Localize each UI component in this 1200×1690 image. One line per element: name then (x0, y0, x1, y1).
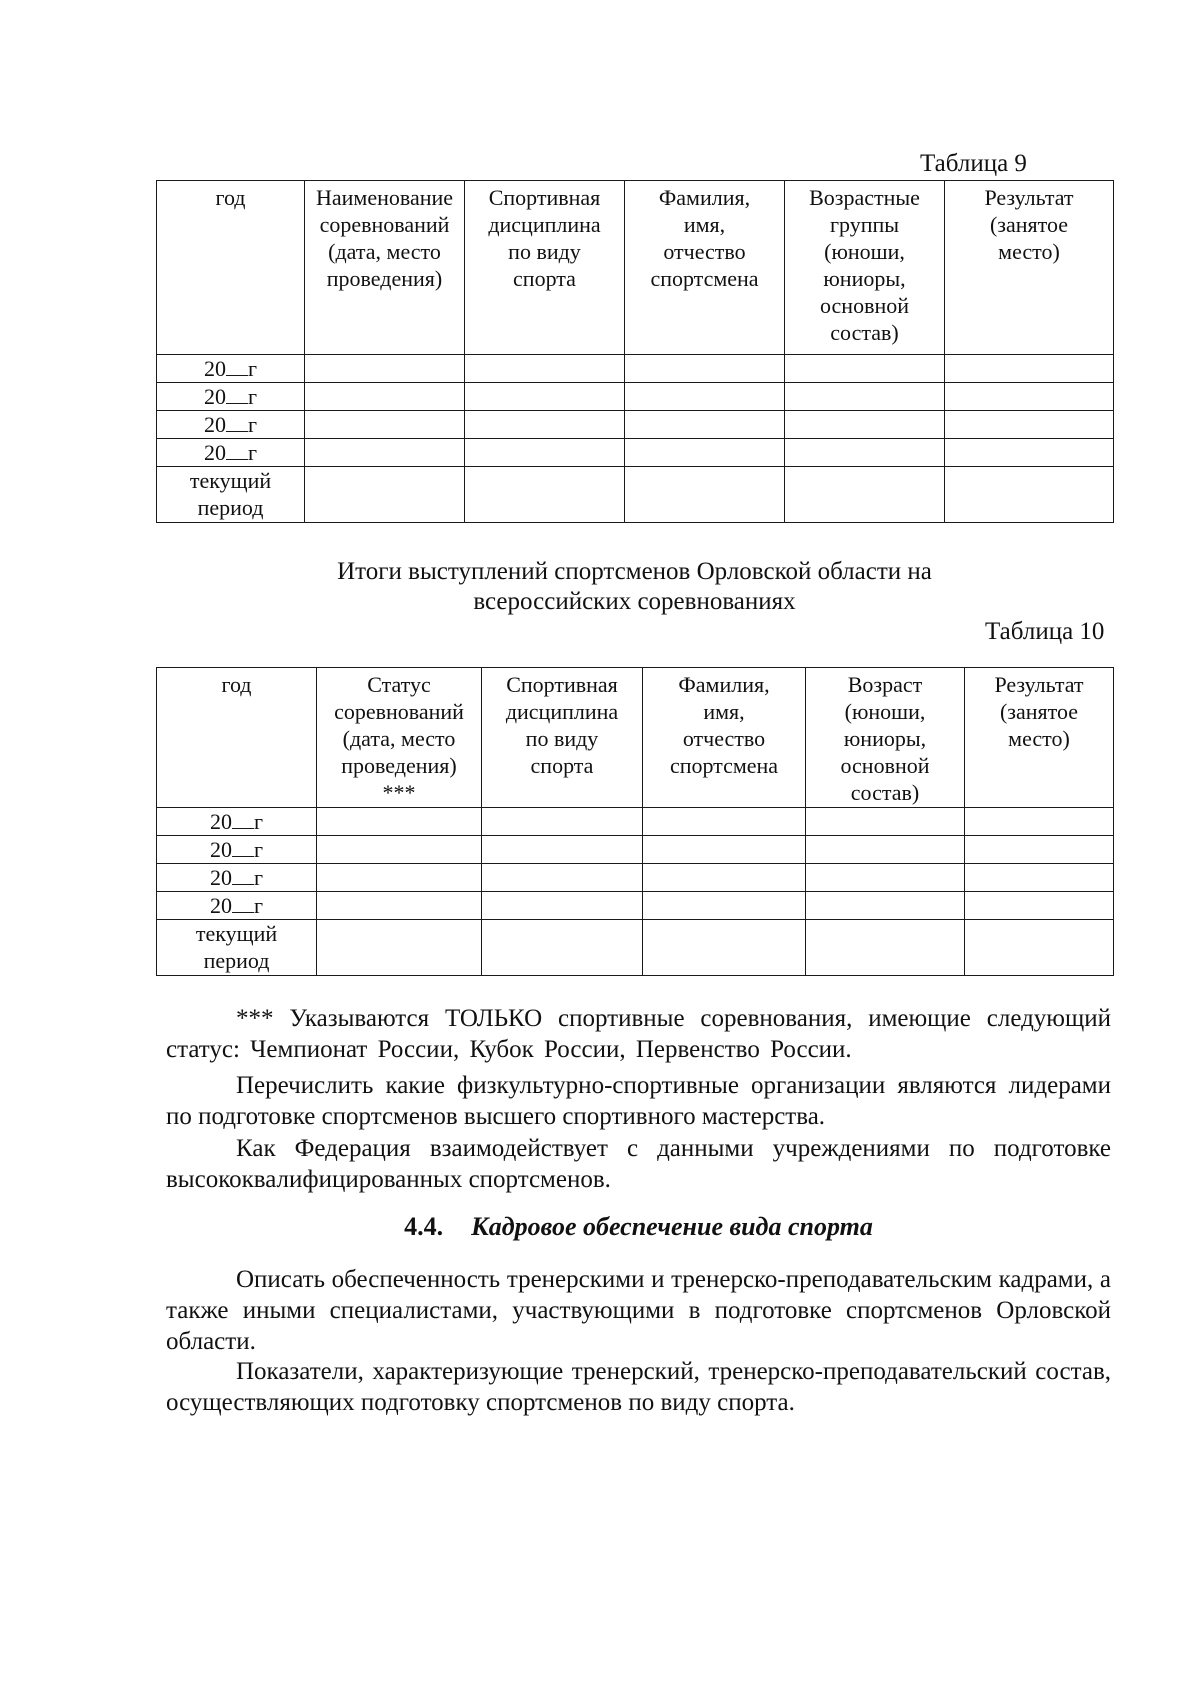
leaders-paragraph: Перечислить какие физкультурно-спортивные организации являются лидерами по подготовке спортсменов высшего спортивного мастерства. (166, 1072, 1111, 1130)
header-discipline: Спортивная дисциплина по виду спорта (465, 181, 625, 355)
current-period-cell: текущий период (157, 467, 305, 523)
table-cell (465, 383, 625, 411)
table-cell (465, 467, 625, 523)
table-row (157, 411, 1114, 439)
header-year: год (157, 668, 317, 808)
table-cell (806, 836, 965, 864)
table-cell (806, 892, 965, 920)
table-cell (465, 411, 625, 439)
table-row-current-period (157, 467, 1114, 523)
current-period-cell: текущий период (157, 920, 317, 976)
table-10-heading: Итоги выступлений спортсменов Орловской области на всероссийских соревнованиях (337, 558, 932, 615)
table-cell (643, 864, 806, 892)
table-cell (945, 383, 1114, 411)
table-cell (945, 411, 1114, 439)
section-title: Кадровое обеспечение вида спорта (471, 1212, 873, 1241)
year-cell: 20 г (157, 411, 305, 439)
table-cell (317, 892, 482, 920)
table-cell (785, 411, 945, 439)
table-cell (482, 808, 643, 836)
table-cell (482, 920, 643, 976)
staffing-paragraph: Описать обеспеченность тренерскими и тренерско-преподавательским кадрами, а также иными специалистами, участвующими в подготовке спортсменов Орловской области. (166, 1266, 1111, 1355)
table-cell (625, 439, 785, 467)
table-cell (482, 892, 643, 920)
section-number: 4.4. (404, 1212, 444, 1241)
table-9 (156, 180, 1114, 523)
table-cell (317, 864, 482, 892)
header-age: Возраст (юноши, юниоры, основной состав) (806, 668, 965, 808)
table-cell (965, 892, 1114, 920)
table-cell (625, 355, 785, 383)
table-cell (945, 467, 1114, 523)
table-header-row (157, 668, 1114, 808)
table-cell (806, 808, 965, 836)
table-cell (305, 383, 465, 411)
table-cell (785, 355, 945, 383)
table-row (157, 808, 1114, 836)
table-cell (305, 467, 465, 523)
header-age-groups: Возрастные группы (юноши, юниоры, основной состав) (785, 181, 945, 355)
table-cell (965, 808, 1114, 836)
table-cell (465, 439, 625, 467)
table-cell (643, 920, 806, 976)
table-cell (785, 383, 945, 411)
table-row (157, 383, 1114, 411)
table-cell (625, 383, 785, 411)
table-cell (317, 836, 482, 864)
year-cell: 20 г (157, 836, 317, 864)
header-competition-status: Статус соревнований (дата, место проведения) *** (317, 668, 482, 808)
table-cell (965, 864, 1114, 892)
table-cell (945, 355, 1114, 383)
header-result: Результат (занятое место) (945, 181, 1114, 355)
table-cell (806, 864, 965, 892)
table-cell (965, 920, 1114, 976)
table-cell (305, 411, 465, 439)
year-cell: 20 г (157, 892, 317, 920)
table-cell (305, 439, 465, 467)
table-cell (965, 836, 1114, 864)
table-cell (806, 920, 965, 976)
table-cell (643, 892, 806, 920)
footnote-paragraph: *** Указываются ТОЛЬКО спортивные соревнования, имеющие следующий статус: Чемпионат России, Кубок России, Первенство России. (166, 1005, 1111, 1063)
table-10-caption: Таблица 10 (985, 618, 1105, 645)
header-competition-name: Наименование соревнований (дата, место проведения) (305, 181, 465, 355)
table-cell (625, 467, 785, 523)
year-cell: 20 г (157, 439, 305, 467)
table-row (157, 892, 1114, 920)
table-row (157, 355, 1114, 383)
table-cell (643, 808, 806, 836)
table-cell (465, 355, 625, 383)
header-athlete-name: Фамилия, имя, отчество спортсмена (625, 181, 785, 355)
table-cell (317, 920, 482, 976)
table-row (157, 836, 1114, 864)
header-athlete-name: Фамилия, имя, отчество спортсмена (643, 668, 806, 808)
year-cell: 20 г (157, 355, 305, 383)
table-cell (482, 864, 643, 892)
table-row (157, 439, 1114, 467)
header-year: год (157, 181, 305, 355)
table-cell (317, 808, 482, 836)
indicators-paragraph: Показатели, характеризующие тренерский, тренерско-преподавательский состав, осуществляющих подготовку спортсменов по виду спорта. (166, 1358, 1111, 1416)
section-heading (166, 1212, 1111, 1242)
table-cell (625, 411, 785, 439)
federation-paragraph: Как Федерация взаимодействует с данными учреждениями по подготовке высококвалифицированных спортсменов. (166, 1135, 1111, 1193)
table-10 (156, 667, 1114, 976)
year-cell: 20 г (157, 864, 317, 892)
table-9-caption: Таблица 9 (920, 150, 1027, 177)
table-header-row (157, 181, 1114, 355)
header-discipline: Спортивная дисциплина по виду спорта (482, 668, 643, 808)
year-cell: 20 г (157, 808, 317, 836)
table-cell (945, 439, 1114, 467)
table-cell (643, 836, 806, 864)
table-cell (785, 467, 945, 523)
table-cell (305, 355, 465, 383)
year-cell: 20 г (157, 383, 305, 411)
table-cell (785, 439, 945, 467)
table-cell (482, 836, 643, 864)
header-result: Результат (занятое место) (965, 668, 1114, 808)
table-row (157, 864, 1114, 892)
table-row-current-period (157, 920, 1114, 976)
